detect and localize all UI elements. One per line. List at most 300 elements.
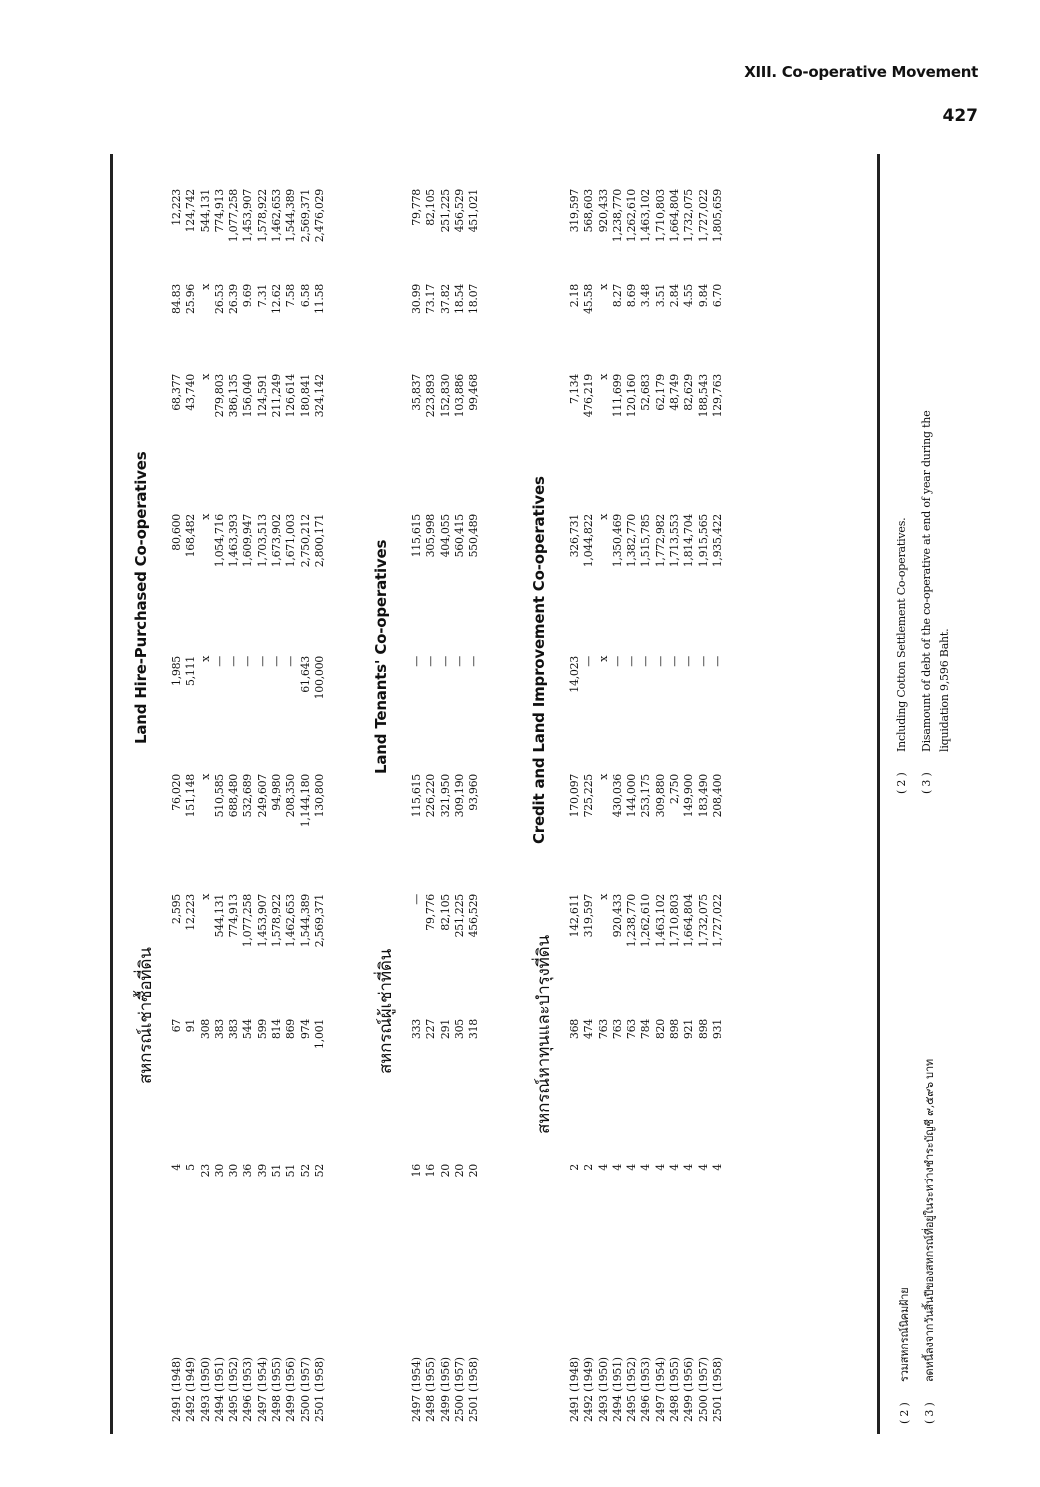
table-cell: 9.69 (241, 284, 255, 308)
table-cell: 309,880 (653, 774, 667, 818)
table-cell: 9.84 (696, 284, 710, 308)
table-cell: 45.58 (582, 284, 596, 314)
table-cell: 130,800 (312, 774, 326, 818)
table-cell: 1,727,022 (710, 894, 724, 948)
footnote-th-2 (895, 1288, 913, 1424)
table-cell: 2,569,371 (298, 189, 312, 243)
table-cell: 12,223 (170, 189, 183, 226)
table-cell: 1,382,770 (625, 514, 639, 568)
table-cell: 1,609,947 (241, 514, 255, 568)
table-cell: 920,433 (596, 189, 610, 233)
table-cell: 48,749 (668, 374, 682, 411)
table-cell: 7.58 (284, 284, 298, 308)
table-row (270, 154, 284, 1434)
table-cell: 599 (255, 1019, 269, 1040)
table-cell: 1,077,258 (227, 189, 241, 243)
table-cell: 1,515,785 (639, 514, 653, 568)
table-cell: 2494 (1951) (212, 1357, 226, 1422)
table-cell: 544,131 (212, 894, 226, 938)
table-cell: 4 (682, 1164, 696, 1171)
table-cell: 2499 (1956) (438, 1357, 452, 1422)
table-cell: 111,699 (610, 374, 624, 418)
table-cell: 1,671,003 (284, 514, 298, 568)
table-row (439, 154, 453, 1434)
table-cell: 5 (184, 1164, 198, 1171)
table-cell: 820 (653, 1019, 667, 1040)
table-row (410, 154, 424, 1434)
table-cell: 52,683 (639, 374, 653, 411)
table-cell: 688,480 (227, 774, 241, 818)
table-cell: — (424, 656, 438, 667)
table-cell: 725,225 (582, 774, 596, 818)
table-cell: 774,913 (227, 894, 241, 938)
table-cell: 100,000 (312, 656, 326, 700)
table-cell: 2501 (1958) (312, 1357, 326, 1422)
table-cell: 1,238,770 (610, 189, 624, 243)
footnote-en-3-number: ( 3 ) (920, 772, 933, 794)
table-cell: 211,249 (270, 374, 284, 418)
table-cell: 3.51 (653, 284, 667, 308)
table-cell: — (682, 656, 696, 667)
table-cell: — (438, 656, 452, 667)
table-cell: 1,673,902 (270, 514, 284, 568)
table-cell: 1,703,513 (255, 514, 269, 568)
table-cell: 305,998 (424, 514, 438, 558)
table-cell: 6.70 (710, 284, 724, 308)
table-cell: 763 (625, 1019, 639, 1040)
footnote-th-3-number: ( 3 ) (923, 1402, 936, 1424)
table-row (227, 154, 241, 1434)
table-cell: — (610, 656, 624, 667)
table-cell: 309,190 (452, 774, 466, 818)
table-cell: 208,400 (710, 774, 724, 818)
table-cell: 1,453,907 (241, 189, 255, 243)
table-cell: 2494 (1951) (610, 1357, 624, 1422)
table-cell: 4 (639, 1164, 653, 1171)
table-cell: 4 (653, 1164, 667, 1171)
table-cell: 1,462,653 (270, 189, 284, 243)
table-row (299, 154, 313, 1434)
table-cell: 368 (568, 1019, 581, 1040)
table-cell: 43,740 (184, 374, 198, 411)
table-cell: 226,220 (424, 774, 438, 818)
table-cell: — (710, 656, 724, 667)
table-cell: 18.07 (467, 284, 481, 314)
table-row (256, 154, 270, 1434)
table-cell: 76,020 (170, 774, 183, 811)
table-row (697, 154, 711, 1434)
table-cell: x (596, 514, 610, 520)
table-row (313, 154, 327, 1434)
table-cell: 4 (668, 1164, 682, 1171)
table-cell: 324,142 (312, 374, 326, 418)
table-cell: 249,607 (255, 774, 269, 818)
table-cell: x (198, 374, 212, 380)
table-cell: 12,223 (184, 894, 198, 931)
table-cell: 763 (596, 1019, 610, 1040)
table-cell: 898 (696, 1019, 710, 1040)
table-cell: 279,803 (212, 374, 226, 418)
table-cell: — (212, 656, 226, 667)
table-row (568, 154, 582, 1434)
table-cell: 120,160 (625, 374, 639, 418)
table-cell: 4 (710, 1164, 724, 1171)
section-3-title-en: Credit and Land Improvement Co-operatives (530, 476, 548, 844)
table-cell: 82,105 (438, 894, 452, 931)
table-cell: 20 (467, 1164, 481, 1178)
section-3-title-th: สหกรณ์หาทุนและบำรุงที่ดิน (534, 935, 554, 1134)
table-cell: 99,468 (467, 374, 481, 411)
table-cell: — (270, 656, 284, 667)
table-cell: 2500 (1957) (452, 1357, 466, 1422)
table-cell: 774,913 (212, 189, 226, 233)
table-cell: 2500 (1957) (696, 1357, 710, 1422)
table-cell: 4 (625, 1164, 639, 1171)
table-cell: 404,055 (438, 514, 452, 558)
table-cell: x (198, 284, 212, 290)
table-cell: 82,629 (682, 374, 696, 411)
table-row (582, 154, 596, 1434)
table-cell: 79,776 (424, 894, 438, 931)
table-cell: 1,463,102 (653, 894, 667, 948)
table-cell: 84.83 (170, 284, 183, 314)
table-cell: 1,463,102 (639, 189, 653, 243)
table-cell: 319,597 (582, 894, 596, 938)
table-cell: 931 (710, 1019, 724, 1040)
table-cell: 1,935,422 (710, 514, 724, 568)
footnote-th-3 (920, 1059, 938, 1424)
table-cell: 152,830 (438, 374, 452, 418)
table-cell: 1,985 (170, 656, 183, 686)
table-cell: 3.48 (639, 284, 653, 308)
table-cell: 115,615 (410, 774, 423, 818)
table-cell: 52 (298, 1164, 312, 1178)
table-cell: 168,482 (184, 514, 198, 558)
table-cell: x (596, 656, 610, 662)
table-row (467, 154, 481, 1434)
table-cell: 188,543 (696, 374, 710, 418)
table-cell: 251,225 (452, 894, 466, 938)
table-cell: 51 (270, 1164, 284, 1178)
table-cell: 869 (284, 1019, 298, 1040)
table-cell: 451,021 (467, 189, 481, 233)
table-cell: 2495 (1952) (625, 1357, 639, 1422)
table-cell: 1,713,553 (668, 514, 682, 568)
table-cell: 62,179 (653, 374, 667, 411)
table-cell: 183,490 (696, 774, 710, 818)
table-cell: 2499 (1956) (284, 1357, 298, 1422)
table-cell: 568,603 (582, 189, 596, 233)
table-cell: 784 (639, 1019, 653, 1040)
table-cell: 26.39 (227, 284, 241, 314)
table-cell: 26.53 (212, 284, 226, 314)
table-cell: 1,664,804 (682, 894, 696, 948)
table-cell: 1,578,922 (255, 189, 269, 243)
table-cell: 319,597 (568, 189, 581, 233)
table-cell: 20 (438, 1164, 452, 1178)
table-cell: 2492 (1949) (582, 1357, 596, 1422)
table-cell: 30.99 (410, 284, 423, 314)
table-cell: 308 (198, 1019, 212, 1040)
table-cell: 326,731 (568, 514, 581, 558)
table-cell: 129,763 (710, 374, 724, 418)
footnote-en-3-continued: liquidation 9,596 Baht. (938, 628, 951, 752)
chapter-heading: XIII. Co-operative Movement (744, 63, 978, 81)
table-cell: — (284, 656, 298, 667)
footnote-th-2-number: ( 2 ) (898, 1402, 911, 1424)
table-row (213, 154, 227, 1434)
table-cell: — (255, 656, 269, 667)
table-cell: 920,433 (610, 894, 624, 938)
table-cell: x (596, 894, 610, 900)
footnotes (890, 154, 960, 1434)
table-cell: 318 (467, 1019, 481, 1040)
table-row (654, 154, 668, 1434)
section-2-title-th: สหกรณ์ผู้เช่าที่ดิน (376, 948, 396, 1074)
section-1-title-en: Land Hire-Purchased Co-operatives (132, 451, 150, 744)
table-cell: — (625, 656, 639, 667)
table-cell: 2498 (1955) (270, 1357, 284, 1422)
table-cell: 430,036 (610, 774, 624, 818)
table-cell: 1,805,659 (710, 189, 724, 243)
table-cell: 51 (284, 1164, 298, 1178)
table-cell: 4 (696, 1164, 710, 1171)
table-cell: 103,886 (452, 374, 466, 418)
table-cell: 1,044,822 (582, 514, 596, 568)
table-cell: 2493 (1950) (198, 1357, 212, 1422)
table-cell: 1,350,469 (610, 514, 624, 568)
section-2-rows (410, 154, 481, 1434)
table-cell: 1,544,389 (298, 894, 312, 948)
table-cell: 124,591 (255, 374, 269, 418)
table-cell: 68,377 (170, 374, 183, 411)
table-cell: 510,585 (212, 774, 226, 818)
table-cell: 1,664,804 (668, 189, 682, 243)
rotated-table (110, 154, 951, 1434)
table-cell: 763 (610, 1019, 624, 1040)
table-cell: 474 (582, 1019, 596, 1040)
table-cell: — (227, 656, 241, 667)
table-cell: 2498 (1955) (668, 1357, 682, 1422)
table-cell: 67 (170, 1019, 183, 1033)
table-row (668, 154, 682, 1434)
table-row (625, 154, 639, 1434)
table-cell: 321,950 (438, 774, 452, 818)
table-cell: 1,544,389 (284, 189, 298, 243)
table-cell: 2 (568, 1164, 581, 1171)
table-row (170, 154, 184, 1434)
table-cell: 93,960 (467, 774, 481, 811)
table-cell: 80,600 (170, 514, 183, 551)
table-cell: 2.84 (668, 284, 682, 308)
table-row (639, 154, 653, 1434)
table-cell: 2497 (1954) (653, 1357, 667, 1422)
table-cell: 61,643 (298, 656, 312, 693)
table-cell: 1,144,180 (298, 774, 312, 828)
table-cell: 227 (424, 1019, 438, 1040)
table-cell: 2499 (1956) (682, 1357, 696, 1422)
table-cell: 7,134 (568, 374, 581, 404)
table-cell: — (467, 656, 481, 667)
table-row (184, 154, 198, 1434)
table-cell: x (198, 894, 212, 900)
table-cell: 898 (668, 1019, 682, 1040)
table-cell: 20 (452, 1164, 466, 1178)
table-row (199, 154, 213, 1434)
section-2-title-en: Land Tenants' Co-operatives (372, 539, 390, 774)
table-cell: 560,415 (452, 514, 466, 558)
table-cell: 7.31 (255, 284, 269, 308)
table-cell: 305 (452, 1019, 466, 1040)
table-cell: 532,689 (241, 774, 255, 818)
table-cell: 39 (255, 1164, 269, 1178)
table-cell: 2501 (1958) (710, 1357, 724, 1422)
table-cell: 383 (227, 1019, 241, 1040)
table-cell: 544,131 (198, 189, 212, 233)
table-cell: 1,710,803 (668, 894, 682, 948)
table-cell: 2,750,212 (298, 514, 312, 568)
table-cell: 126,614 (284, 374, 298, 418)
table-cell: 2496 (1953) (639, 1357, 653, 1422)
table-cell: — (452, 656, 466, 667)
table-cell: 2501 (1958) (467, 1357, 481, 1422)
table-row (682, 154, 696, 1434)
table-cell: 1,814,704 (682, 514, 696, 568)
table-cell: 4 (170, 1164, 183, 1171)
section-1-rows (170, 154, 327, 1434)
table-cell: 16 (410, 1164, 423, 1178)
table-cell: 2.18 (568, 284, 581, 308)
table-cell: 1,710,803 (653, 189, 667, 243)
table-cell: 180,841 (298, 374, 312, 418)
table-cell: x (198, 514, 212, 520)
table-cell: 2492 (1949) (184, 1357, 198, 1422)
table-cell: 156,040 (241, 374, 255, 418)
table-cell: 1,772,982 (653, 514, 667, 568)
table-cell: 1,001 (312, 1019, 326, 1049)
table-cell: 291 (438, 1019, 452, 1040)
table-row (424, 154, 438, 1434)
table-cell: 2497 (1954) (255, 1357, 269, 1422)
table-cell: x (596, 774, 610, 780)
table-cell: 2,476,029 (312, 189, 326, 243)
table-cell: 1,453,907 (255, 894, 269, 948)
table-cell: 151,148 (184, 774, 198, 818)
section-1-title-th: สหกรณ์เช่าซื้อที่ดิน (136, 947, 156, 1084)
footnote-en-3 (920, 410, 933, 794)
table-cell: 11.58 (312, 284, 326, 314)
table-cell: 550,489 (467, 514, 481, 558)
table-cell: — (241, 656, 255, 667)
table-cell: 14,023 (568, 656, 581, 693)
table-cell: — (653, 656, 667, 667)
table-cell: 386,135 (227, 374, 241, 418)
table-cell: 73.17 (424, 284, 438, 314)
table-cell: 94,980 (270, 774, 284, 811)
footnote-th-3-text: ลดหนี้ลงจากวันสิ้นปีของสหกรณ์ที่อยู่ในระหว่างชำระบัญชี ๙,๕๙๖ บาท (923, 1059, 936, 1382)
table-cell: 30 (227, 1164, 241, 1178)
table-cell: 8.27 (610, 284, 624, 308)
table-cell: 1,054,716 (212, 514, 226, 568)
table-cell: 35,837 (410, 374, 423, 411)
table-cell: 142,611 (568, 894, 581, 938)
table-cell: — (410, 894, 423, 905)
table-cell: 921 (682, 1019, 696, 1040)
table-cell: x (596, 374, 610, 380)
table-cell: — (410, 656, 423, 667)
table-row (284, 154, 298, 1434)
table-cell: 149,900 (682, 774, 696, 818)
table-cell: 23 (198, 1164, 212, 1178)
table-cell: — (582, 656, 596, 667)
table-cell: 1,463,393 (227, 514, 241, 568)
table-cell: 91 (184, 1019, 198, 1033)
table-cell: 2495 (1952) (227, 1357, 241, 1422)
table-cell: — (696, 656, 710, 667)
table-cell: 253,175 (639, 774, 653, 818)
table-cell: x (198, 774, 212, 780)
table-cell: 476,219 (582, 374, 596, 418)
table-cell: 25.96 (184, 284, 198, 314)
table-cell: 1,238,770 (625, 894, 639, 948)
table-cell: 2498 (1955) (424, 1357, 438, 1422)
table-cell: 974 (298, 1019, 312, 1040)
table-cell: 1,732,075 (682, 189, 696, 243)
table-cell: 1,462,653 (284, 894, 298, 948)
table-cell: 2 (582, 1164, 596, 1171)
table-cell: 1,262,610 (625, 189, 639, 243)
table-cell: 2,750 (668, 774, 682, 804)
table-cell: 16 (424, 1164, 438, 1178)
table-cell: 52 (312, 1164, 326, 1178)
table-cell: 223,893 (424, 374, 438, 418)
footnote-en-3-text: Disamount of debt of the co-operative at end of year during the (920, 410, 933, 752)
table-cell: 79,778 (410, 189, 423, 226)
table-cell: 2,800,171 (312, 514, 326, 568)
table-cell: 4 (596, 1164, 610, 1171)
table-cell: 1,077,258 (241, 894, 255, 948)
table-cell: 36 (241, 1164, 255, 1178)
table-cell: — (668, 656, 682, 667)
table-cell: 2,569,371 (312, 894, 326, 948)
footnote-th-2-text: รวมสหกรณ์นิคมฝ้าย (898, 1287, 911, 1382)
table-cell: 4.55 (682, 284, 696, 308)
table-cell: 208,350 (284, 774, 298, 818)
page-number: 427 (942, 106, 978, 126)
table-cell: 2491 (1948) (568, 1357, 581, 1422)
table-row (241, 154, 255, 1434)
table-row (711, 154, 725, 1434)
table-cell: 170,097 (568, 774, 581, 818)
table-cell: 1,732,075 (696, 894, 710, 948)
table-row (611, 154, 625, 1434)
table-cell: 115,615 (410, 514, 423, 558)
table-row (453, 154, 467, 1434)
table-cell: x (198, 656, 212, 662)
table-cell: 2496 (1953) (241, 1357, 255, 1422)
table-cell: 37.82 (438, 284, 452, 314)
table-cell: 2497 (1954) (410, 1357, 423, 1422)
table-cell: 2500 (1957) (298, 1357, 312, 1422)
table-cell: 82,105 (424, 189, 438, 226)
table-cell: 456,529 (452, 189, 466, 233)
table-cell: — (639, 656, 653, 667)
table-cell: 456,529 (467, 894, 481, 938)
table-cell: 2491 (1948) (170, 1357, 183, 1422)
footnote-en-2 (895, 518, 908, 794)
table-cell: 5,111 (184, 656, 198, 686)
table-cell: 6.58 (298, 284, 312, 308)
